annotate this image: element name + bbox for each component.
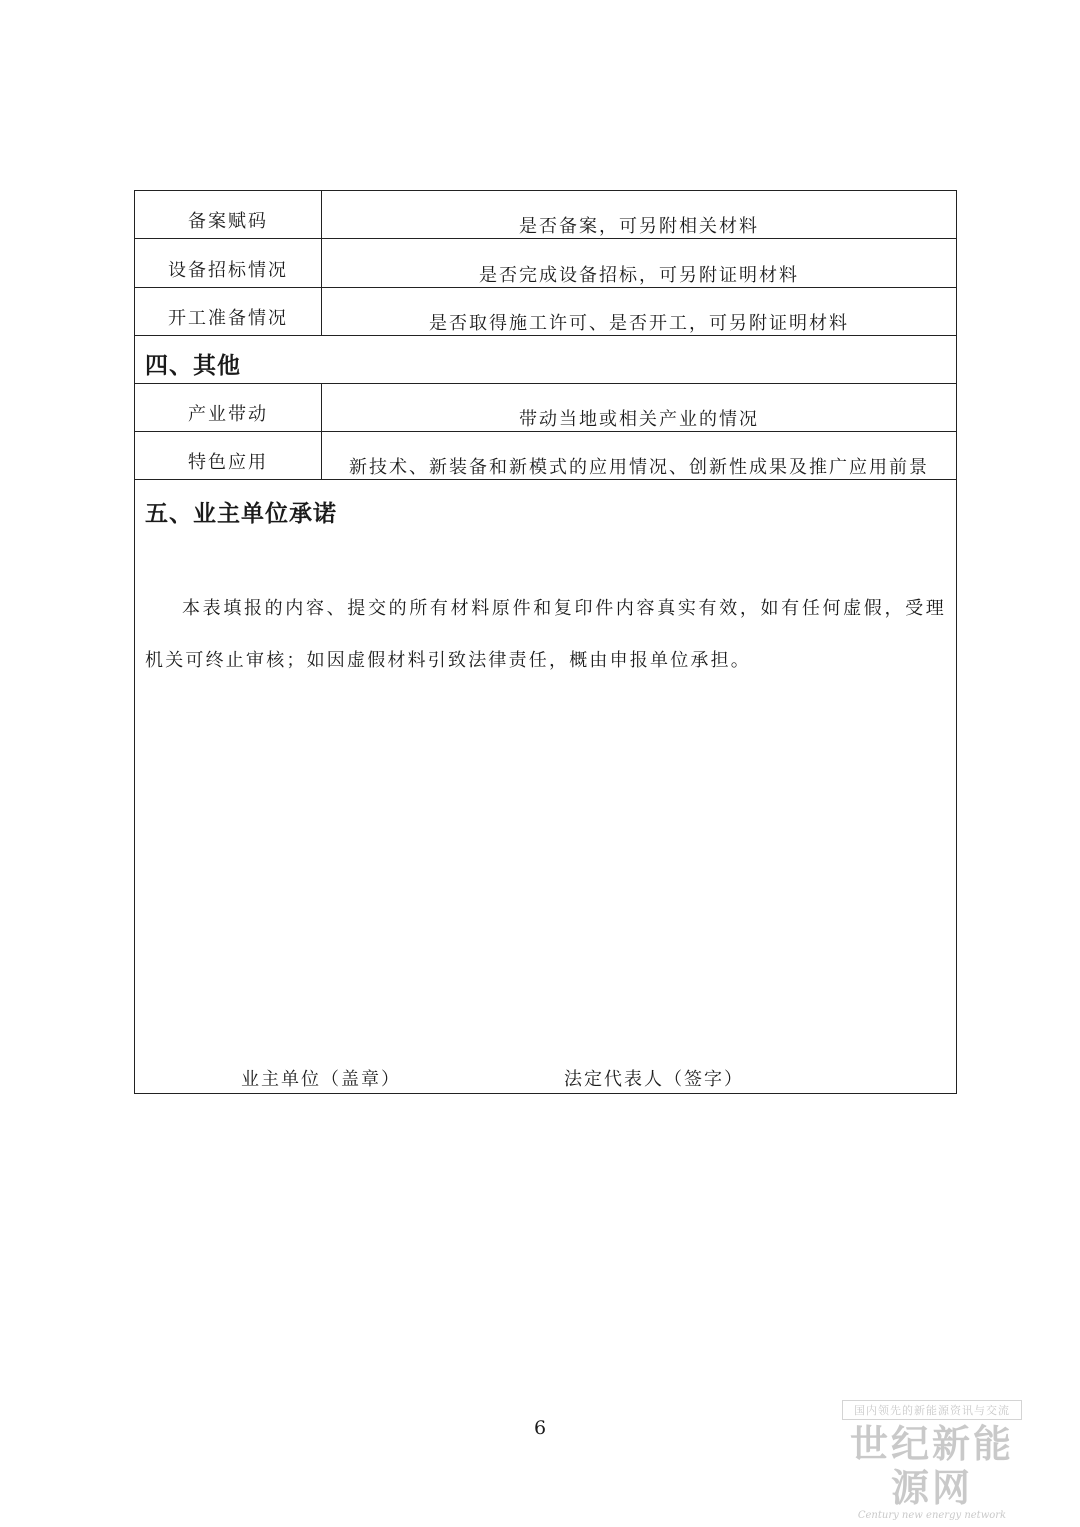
legal-representative-signature-label: 法定代表人（签字） bbox=[564, 1069, 744, 1090]
section-other-title: 四、其他 bbox=[145, 353, 241, 379]
row-value: 新技术、新装备和新模式的应用情况、创新性成果及推广应用前景 bbox=[349, 457, 929, 478]
row-value: 是否取得施工许可、是否开工，可另附证明材料 bbox=[429, 313, 849, 334]
section-owner-promise-title: 五、业主单位承诺 bbox=[145, 501, 337, 527]
row-equipment-tender bbox=[135, 239, 956, 288]
section-other-row bbox=[135, 336, 956, 384]
row-construction-prep bbox=[135, 288, 956, 336]
row-value: 是否完成设备招标，可另附证明材料 bbox=[479, 265, 799, 286]
row-label: 产业带动 bbox=[135, 384, 322, 431]
watermark-tagline: 国内领先的新能源资讯与交流 bbox=[842, 1400, 1022, 1420]
row-label: 备案赋码 bbox=[135, 191, 322, 238]
site-watermark bbox=[832, 1400, 1032, 1521]
promise-text: 本表填报的内容、提交的所有材料原件和复印件内容真实有效，如有任何虚假，受理机关可终止审核；如因虚假材料引致法律责任，概由申报单位承担。 bbox=[145, 598, 946, 671]
row-value: 是否备案，可另附相关材料 bbox=[519, 216, 759, 237]
application-form-table bbox=[134, 190, 957, 1094]
row-industry-drive bbox=[135, 384, 956, 432]
watermark-english: Century new energy network bbox=[857, 1510, 1007, 1521]
row-featured-application bbox=[135, 432, 956, 480]
row-value: 带动当地或相关产业的情况 bbox=[519, 409, 759, 430]
row-label: 设备招标情况 bbox=[135, 239, 322, 287]
page-number: 6 bbox=[533, 1417, 547, 1439]
row-label: 开工准备情况 bbox=[135, 288, 322, 335]
watermark-logo-text: 世纪新能源网 bbox=[849, 1421, 1014, 1510]
row-label: 特色应用 bbox=[135, 432, 322, 479]
row-filing-code bbox=[135, 191, 956, 239]
owner-seal-label: 业主单位（盖章） bbox=[241, 1069, 401, 1090]
